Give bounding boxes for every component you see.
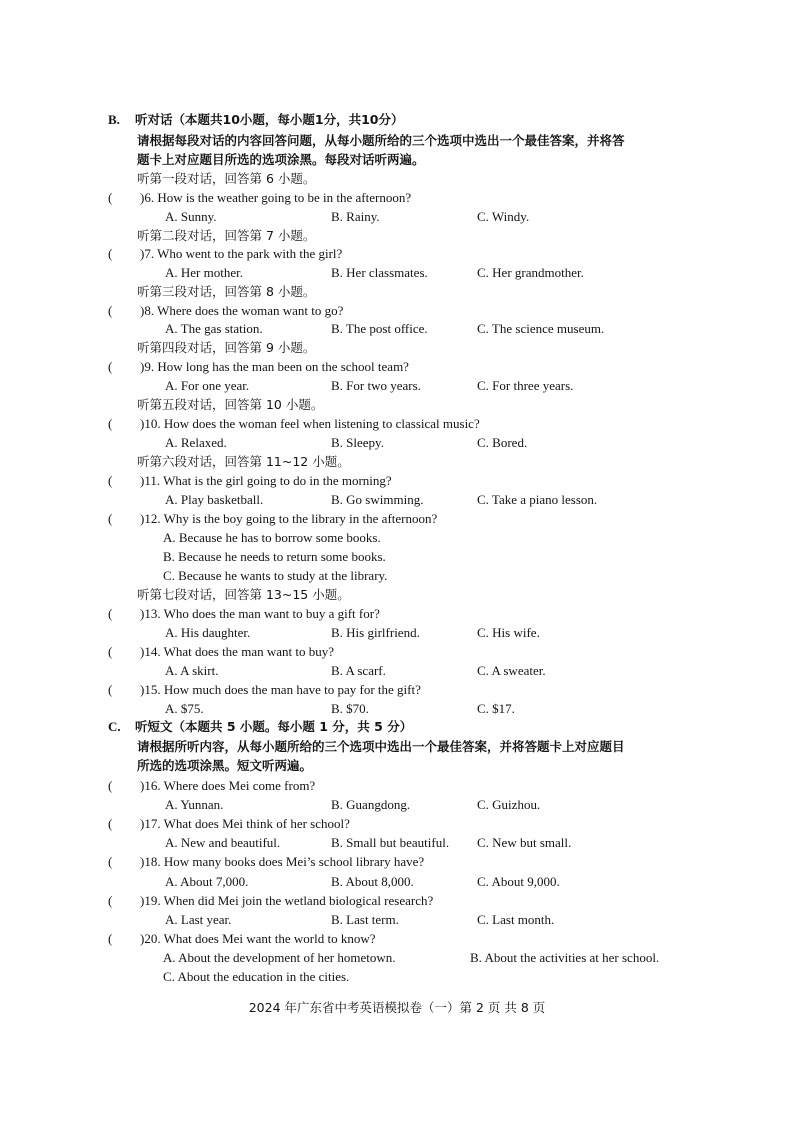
answer-paren-9[interactable]: (: [108, 359, 113, 374]
dialogue-3-heading: 听第三段对话，回答第 8 小题。: [137, 284, 316, 299]
answer-paren-10[interactable]: (: [108, 416, 113, 431]
question-11-option-a: A. Play basketball.: [165, 492, 264, 507]
question-20-stem: )20. What does Mei want the world to know?: [140, 931, 376, 946]
question-9-option-b: B. For two years.: [331, 378, 421, 393]
answer-paren-14[interactable]: (: [108, 644, 113, 659]
question-6-option-c: C. Windy.: [477, 209, 530, 224]
question-6-option-a: A. Sunny.: [165, 209, 217, 224]
answer-paren-8[interactable]: (: [108, 303, 113, 318]
section-c-instruction-1: 请根据所听内容，从每小题所给的三个选项中选出一个最佳答案，并将答题卡上对应题目: [137, 739, 625, 754]
question-10-option-c: C. Bored.: [477, 435, 528, 450]
question-12-option-c: C. Because he wants to study at the library.: [163, 568, 388, 583]
answer-paren-19[interactable]: (: [108, 893, 113, 908]
question-20-option-a: A. About the development of her hometown.: [163, 950, 396, 965]
answer-paren-16[interactable]: (: [108, 778, 113, 793]
question-9-stem: )9. How long has the man been on the school team?: [140, 359, 409, 374]
question-15-option-c: C. $17.: [477, 701, 515, 716]
question-18-stem: )18. How many books does Mei’s school library have?: [140, 854, 425, 869]
question-19-option-b: B. Last term.: [331, 912, 399, 927]
question-13-option-c: C. His wife.: [477, 625, 540, 640]
answer-paren-12[interactable]: (: [108, 511, 113, 526]
question-11-option-c: C. Take a piano lesson.: [477, 492, 598, 507]
question-14-option-a: A. A skirt.: [165, 663, 219, 678]
question-14-option-c: C. A sweater.: [477, 663, 546, 678]
section-b-instruction-2: 题卡上对应题目所选的选项涂黑。每段对话听两遍。: [137, 152, 425, 167]
answer-paren-17[interactable]: (: [108, 816, 113, 831]
answer-paren-15[interactable]: (: [108, 682, 113, 697]
question-12-stem: )12. Why is the boy going to the library in the afternoon?: [140, 511, 438, 526]
question-7-option-c: C. Her grandmother.: [477, 265, 584, 280]
answer-paren-18[interactable]: (: [108, 854, 113, 869]
question-17-option-c: C. New but small.: [477, 835, 572, 850]
question-18-option-b: B. About 8,000.: [331, 874, 414, 889]
question-9-option-a: A. For one year.: [165, 378, 250, 393]
question-11-stem: )11. What is the girl going to do in the morning?: [140, 473, 392, 488]
question-18-option-a: A. About 7,000.: [165, 874, 249, 889]
section-c-letter: C.: [108, 719, 121, 734]
question-16-option-c: C. Guizhou.: [477, 797, 541, 812]
question-7-stem: )7. Who went to the park with the girl?: [140, 246, 343, 261]
question-10-option-b: B. Sleepy.: [331, 435, 384, 450]
question-8-option-b: B. The post office.: [331, 321, 428, 336]
question-9-option-c: C. For three years.: [477, 378, 574, 393]
question-10-option-a: A. Relaxed.: [165, 435, 227, 450]
question-11-option-b: B. Go swimming.: [331, 492, 424, 507]
question-7-option-a: A. Her mother.: [165, 265, 243, 280]
question-8-option-c: C. The science museum.: [477, 321, 605, 336]
question-16-option-a: A. Yunnan.: [165, 797, 224, 812]
question-15-stem: )15. How much does the man have to pay for the gift?: [140, 682, 421, 697]
dialogue-2-heading: 听第二段对话，回答第 7 小题。: [137, 228, 316, 243]
question-8-option-a: A. The gas station.: [165, 321, 263, 336]
dialogue-1-heading: 听第一段对话，回答第 6 小题。: [137, 171, 316, 186]
question-15-option-b: B. $70.: [331, 701, 369, 716]
dialogue-7-heading: 听第七段对话，回答第 13~15 小题。: [137, 587, 350, 602]
question-10-stem: )10. How does the woman feel when listening to classical music?: [140, 416, 480, 431]
question-19-option-c: C. Last month.: [477, 912, 555, 927]
section-b-instruction-1: 请根据每段对话的内容回答问题，从每小题所给的三个选项中选出一个最佳答案，并将答: [137, 133, 625, 148]
section-b-title: 听对话（本题共10小题，每小题1分，共10分）: [135, 112, 404, 127]
question-20-option-c: C. About the education in the cities.: [163, 969, 350, 984]
question-7-option-b: B. Her classmates.: [331, 265, 428, 280]
answer-paren-13[interactable]: (: [108, 606, 113, 621]
question-12-option-b: B. Because he needs to return some books.: [163, 549, 386, 564]
answer-paren-6[interactable]: (: [108, 190, 113, 205]
question-19-option-a: A. Last year.: [165, 912, 232, 927]
question-12-option-a: A. Because he has to borrow some books.: [163, 530, 381, 545]
question-17-option-b: B. Small but beautiful.: [331, 835, 450, 850]
question-8-stem: )8. Where does the woman want to go?: [140, 303, 344, 318]
page-footer: 2024 年广东省中考英语模拟卷（一）第 2 页 共 8 页: [248, 1000, 546, 1015]
dialogue-6-heading: 听第六段对话，回答第 11~12 小题。: [137, 454, 350, 469]
dialogue-5-heading: 听第五段对话，回答第 10 小题。: [137, 397, 324, 412]
question-14-stem: )14. What does the man want to buy?: [140, 644, 334, 659]
question-13-option-a: A. His daughter.: [165, 625, 251, 640]
question-6-stem: )6. How is the weather going to be in the afternoon?: [140, 190, 412, 205]
question-13-stem: )13. Who does the man want to buy a gift for?: [140, 606, 380, 621]
dialogue-4-heading: 听第四段对话，回答第 9 小题。: [137, 340, 316, 355]
question-18-option-c: C. About 9,000.: [477, 874, 560, 889]
question-13-option-b: B. His girlfriend.: [331, 625, 420, 640]
question-6-option-b: B. Rainy.: [331, 209, 380, 224]
question-15-option-a: A. $75.: [165, 701, 204, 716]
question-16-option-b: B. Guangdong.: [331, 797, 411, 812]
answer-paren-20[interactable]: (: [108, 931, 113, 946]
question-16-stem: )16. Where does Mei come from?: [140, 778, 316, 793]
section-c-instruction-2: 所选的选项涂黑。短文听两遍。: [137, 758, 313, 773]
question-14-option-b: B. A scarf.: [331, 663, 386, 678]
question-20-option-b: B. About the activities at her school.: [470, 950, 660, 965]
answer-paren-11[interactable]: (: [108, 473, 113, 488]
section-c-title: 听短文（本题共 5 小题。每小题 1 分，共 5 分）: [135, 719, 413, 734]
question-17-option-a: A. New and beautiful.: [165, 835, 281, 850]
question-17-stem: )17. What does Mei think of her school?: [140, 816, 350, 831]
answer-paren-7[interactable]: (: [108, 246, 113, 261]
section-b-letter: B.: [108, 112, 120, 127]
question-19-stem: )19. When did Mei join the wetland biological research?: [140, 893, 434, 908]
